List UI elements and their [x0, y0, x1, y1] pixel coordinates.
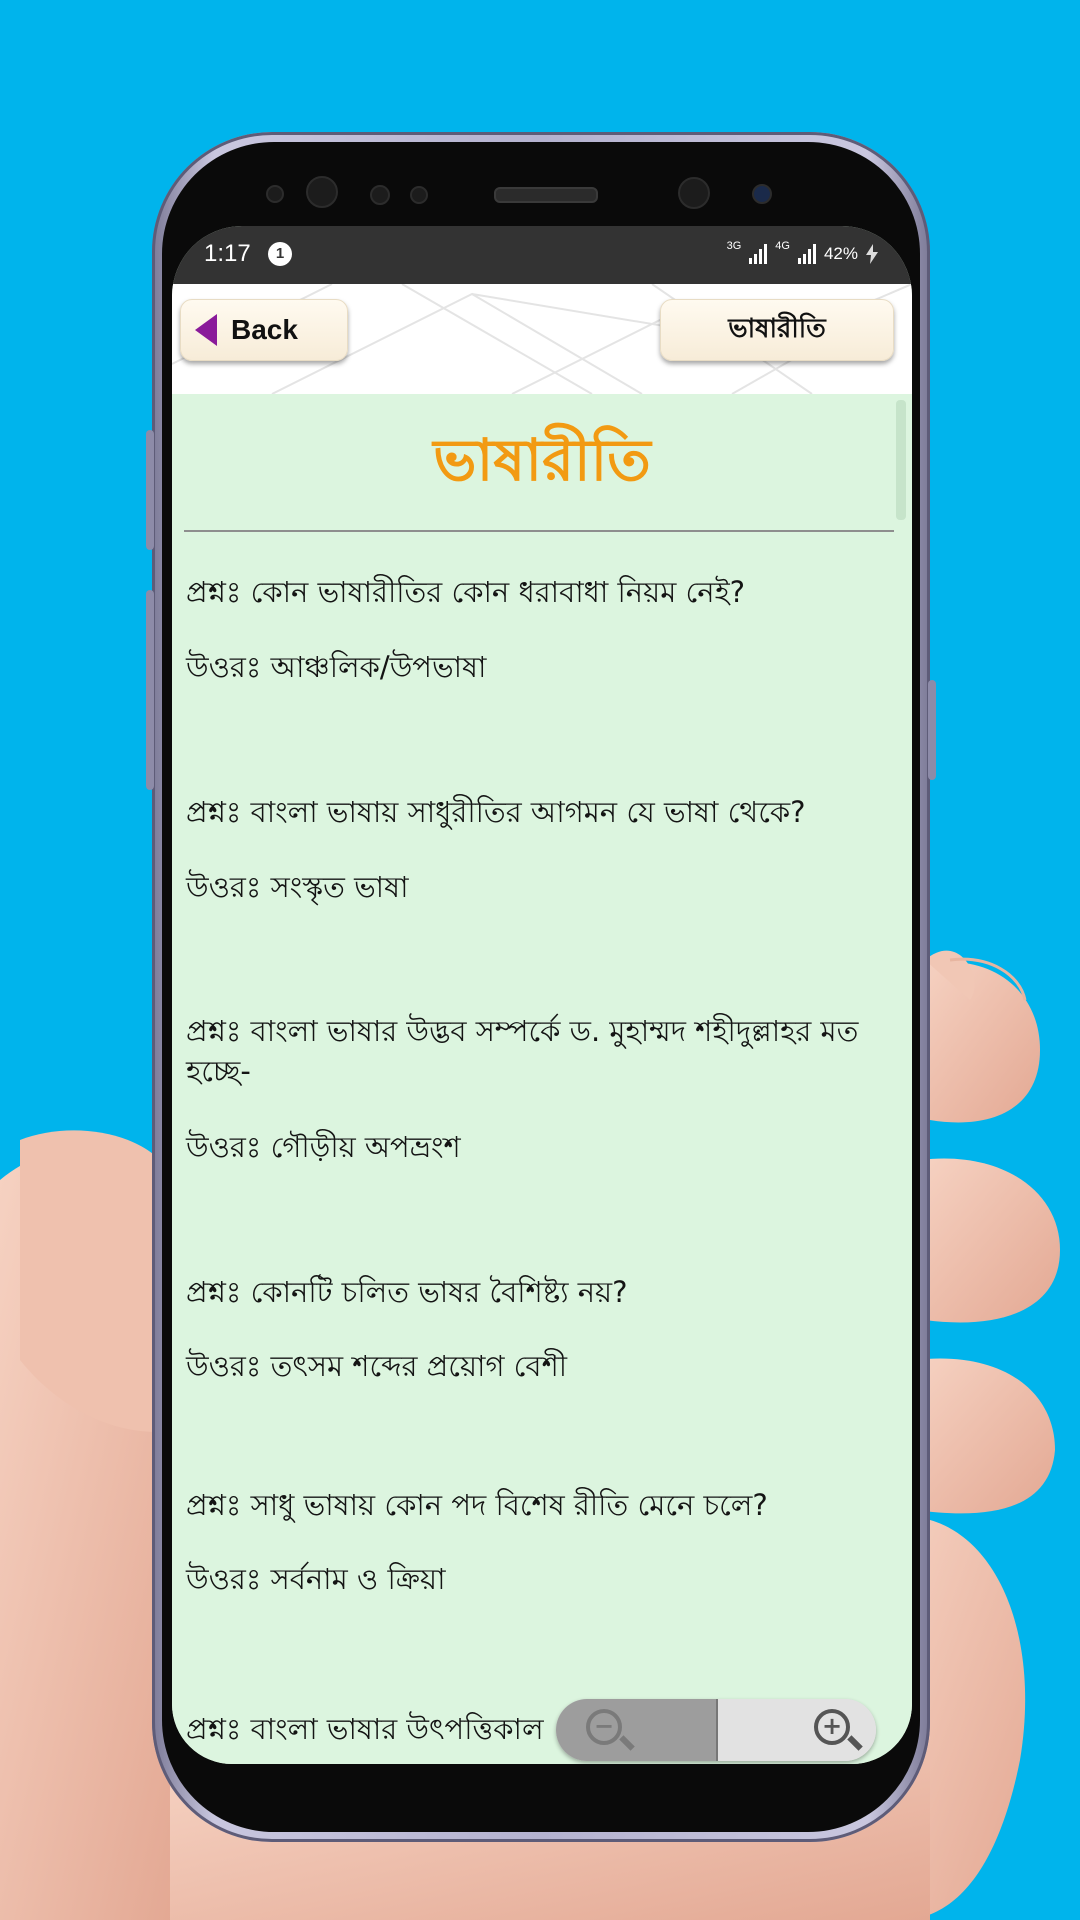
zoom-in-button[interactable]: [716, 1699, 876, 1761]
divider: [184, 530, 894, 532]
phone-side-button: [146, 430, 154, 550]
front-camera: [306, 176, 338, 208]
zoom-in-icon: +: [814, 1709, 850, 1745]
content-area[interactable]: [172, 394, 912, 1764]
question-text: প্রশ্নঃ বাংলা ভাষার উদ্ভব সম্পর্কে ড. মুহাম্মদ শহীদুল্লাহর মত হচ্ছে-: [186, 1014, 859, 1088]
section-title-label: ভাষারীতি: [728, 313, 826, 343]
status-bar: [172, 226, 912, 284]
phone-sensor: [266, 185, 284, 203]
answer-text: উওরঃ সর্বনাম ও ক্রিয়া: [186, 1562, 446, 1596]
zoom-out-button[interactable]: [556, 1699, 716, 1761]
phone-sensor: [410, 186, 428, 204]
charging-icon: [866, 244, 878, 264]
back-button[interactable]: [180, 299, 348, 361]
battery-percent: 42%: [823, 244, 858, 263]
back-button-label: Back: [231, 314, 298, 345]
network-label-3g: 3G: [726, 240, 742, 252]
network-label-4g: 4G: [775, 240, 790, 252]
answer-text: উওরঃ সংস্কৃত ভাষা: [186, 870, 409, 904]
phone-sensor: [752, 184, 772, 204]
section-title-button[interactable]: [660, 299, 894, 361]
app-bar: [172, 284, 912, 394]
signal-icon: [749, 244, 767, 264]
zoom-control: [556, 1699, 876, 1761]
answer-text: উওরঃ আঞ্চলিক/উপভাষা: [186, 650, 487, 684]
question-text: প্রশ্নঃ সাধু ভাষায় কোন পদ বিশেষ রীতি মেনে চলে?: [186, 1488, 768, 1522]
phone-side-button: [146, 590, 154, 790]
answer-text: উওরঃ গৌড়ীয় অপভ্রংশ: [186, 1130, 461, 1164]
status-time: 1:17: [204, 240, 251, 267]
signal-icon: [798, 244, 816, 264]
zoom-out-icon: −: [586, 1709, 622, 1745]
phone-screen: [172, 226, 912, 1764]
page-title: ভাষারীতি: [433, 426, 651, 494]
phone-side-button: [928, 680, 936, 780]
question-text: প্রশ্নঃ কোনটি চলিত ভাষর বৈশিষ্ট্য নয়?: [186, 1275, 628, 1309]
back-arrow-icon: [195, 314, 217, 346]
iris-camera: [678, 177, 710, 209]
question-text: প্রশ্নঃ কোন ভাষারীতির কোন ধরাবাধা নিয়ম নেই?: [186, 575, 746, 609]
status-icons: [726, 240, 878, 264]
phone-sensor: [370, 185, 390, 205]
phone-speaker: [494, 187, 598, 203]
question-text: প্রশ্নঃ বাংলা ভাষায় সাধুরীতির আগমন যে ভাষা থেকে?: [186, 795, 806, 829]
answer-text: উওরঃ তৎসম শব্দের প্রয়োগ বেশী: [186, 1349, 568, 1383]
question-text: প্রশ্নঃ বাংলা ভাষার উৎপত্তিকাল: [186, 1712, 544, 1746]
notification-badge: 1: [268, 242, 292, 266]
